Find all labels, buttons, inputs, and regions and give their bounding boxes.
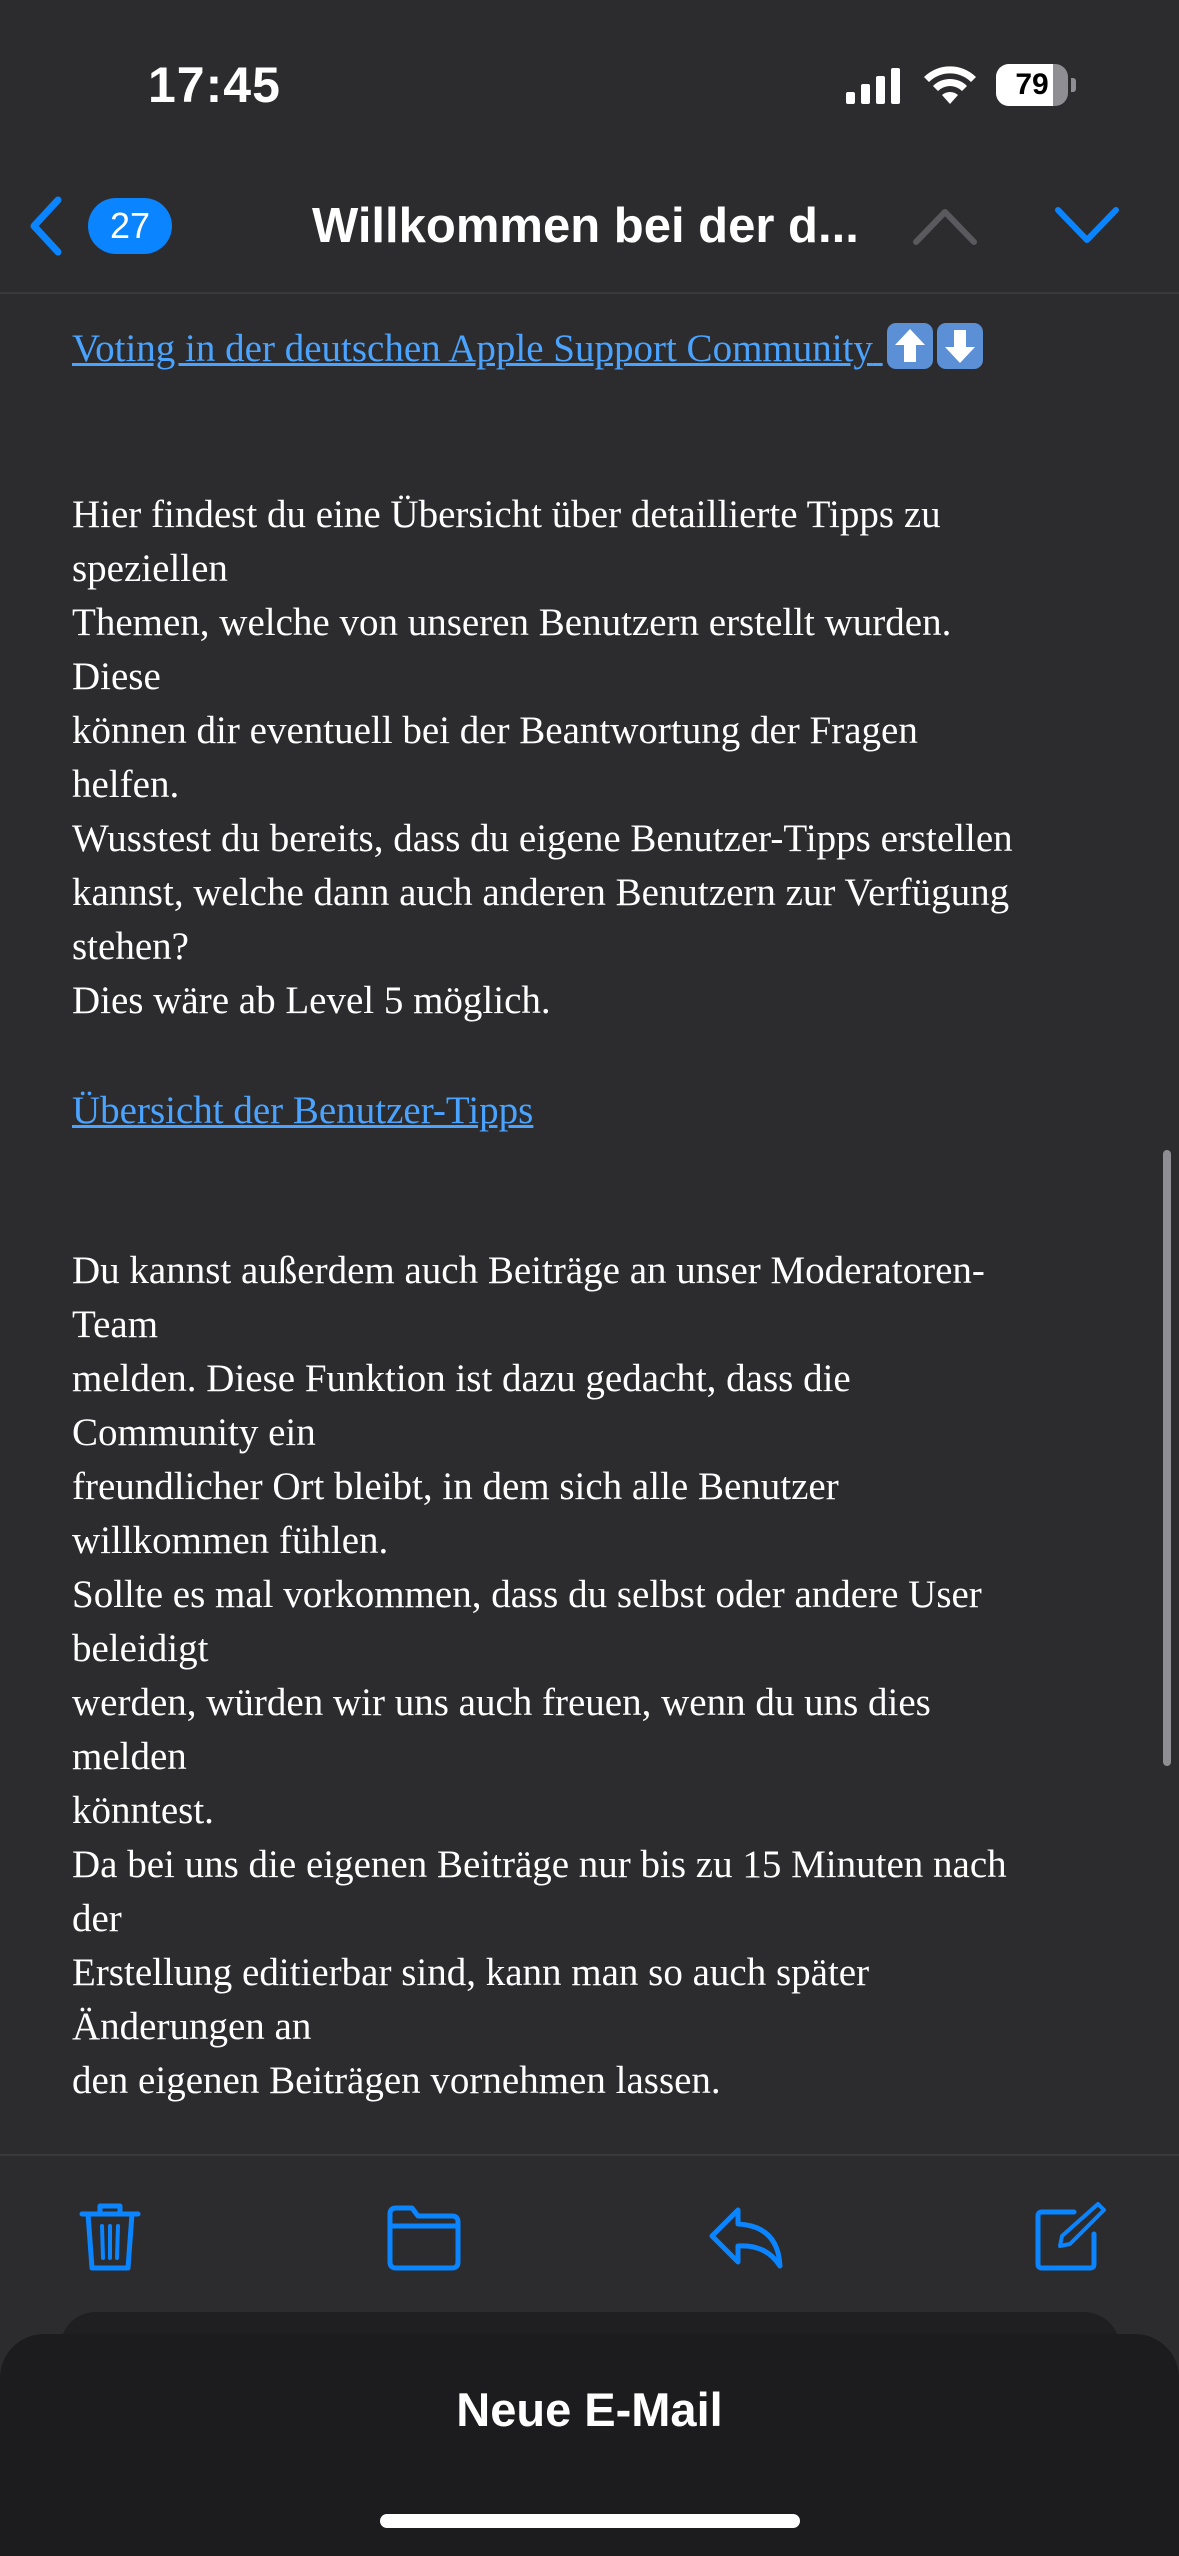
back-chevron-icon[interactable] xyxy=(24,194,68,258)
text-line: willkommen fühlen. xyxy=(72,1519,389,1562)
chevron-down-icon[interactable] xyxy=(1052,204,1122,248)
text-line: Hier findest du eine Übersicht über detaillierte Tipps zu xyxy=(72,493,941,536)
text-line: melden xyxy=(72,1735,187,1778)
up-arrow-emoji-icon xyxy=(887,323,933,369)
tipps-link-line xyxy=(72,1084,1132,1138)
nav-divider xyxy=(0,292,1179,294)
draft-sheet-title[interactable]: Neue E-Mail xyxy=(456,2383,723,2436)
text-line: Sollte es mal vorkommen, dass du selbst oder andere User xyxy=(72,1573,982,1616)
text-line: beleidigt xyxy=(72,1627,209,1670)
text-line: Team xyxy=(72,1303,159,1346)
text-line: Erstellung editierbar sind, kann man so auch später xyxy=(72,1951,870,1994)
nav-title: Willkommen bei der d... xyxy=(312,199,859,253)
folder-icon[interactable] xyxy=(384,2200,464,2272)
text-line: kannst, welche dann auch anderen Benutzern zur Verfügung xyxy=(72,871,1010,914)
trash-icon[interactable] xyxy=(70,2200,150,2272)
signal-bars-icon xyxy=(844,66,904,106)
battery-body xyxy=(996,64,1068,106)
wifi-icon xyxy=(922,64,978,106)
unread-count-badge[interactable]: 27 xyxy=(88,198,172,254)
voting-link[interactable] xyxy=(72,327,983,370)
text-line: können dir eventuell bei der Beantwortung der Fragen xyxy=(72,709,918,752)
report-paragraph xyxy=(72,1244,1132,2108)
text-line: Diese xyxy=(72,655,161,698)
scroll-indicator[interactable] xyxy=(1163,1150,1171,1766)
text-line: werden, würden wir uns auch freuen, wenn du uns dies xyxy=(72,1681,931,1724)
text-line: Du kannst außerdem auch Beiträge an unser Moderatoren- xyxy=(72,1249,985,1292)
voting-link-text: Voting in der deutschen Apple Support Community xyxy=(72,327,873,370)
text-line: Themen, welche von unseren Benutzern erstellt wurden. xyxy=(72,601,952,644)
text-line: den eigenen Beiträgen vornehmen lassen. xyxy=(72,2059,721,2102)
text-line: speziellen xyxy=(72,547,228,590)
battery-cap xyxy=(1071,78,1076,92)
text-line: Änderungen an xyxy=(72,2005,312,2048)
bottom-toolbar xyxy=(0,2154,1179,2304)
status-time: 17:45 xyxy=(148,57,281,113)
reply-icon[interactable] xyxy=(706,2200,786,2272)
chevron-up-icon[interactable] xyxy=(910,204,980,248)
battery-indicator xyxy=(996,64,1076,106)
text-line: helfen. xyxy=(72,763,180,806)
battery-level: 79 xyxy=(1015,68,1049,101)
text-line: freundlicher Ort bleibt, in dem sich alle Benutzer xyxy=(72,1465,839,1508)
voting-link-line xyxy=(72,322,1132,376)
down-arrow-emoji-icon xyxy=(937,323,983,369)
text-line: Wusstest du bereits, dass du eigene Benutzer-Tipps erstellen xyxy=(72,817,1013,860)
text-line: Dies wäre ab Level 5 möglich. xyxy=(72,979,551,1022)
home-indicator[interactable] xyxy=(380,2514,800,2528)
compose-icon[interactable] xyxy=(1030,2200,1110,2272)
text-line: melden. Diese Funktion ist dazu gedacht, dass die xyxy=(72,1357,851,1400)
text-line: der xyxy=(72,1897,122,1940)
text-line: Da bei uns die eigenen Beiträge nur bis zu 15 Minuten nach xyxy=(72,1843,1007,1886)
text-line: stehen? xyxy=(72,925,189,968)
text-line: könntest. xyxy=(72,1789,214,1832)
text-line: Community ein xyxy=(72,1411,316,1454)
user-tips-link[interactable]: Übersicht der Benutzer-Tipps xyxy=(72,1089,534,1132)
tips-paragraph xyxy=(72,488,1132,1028)
